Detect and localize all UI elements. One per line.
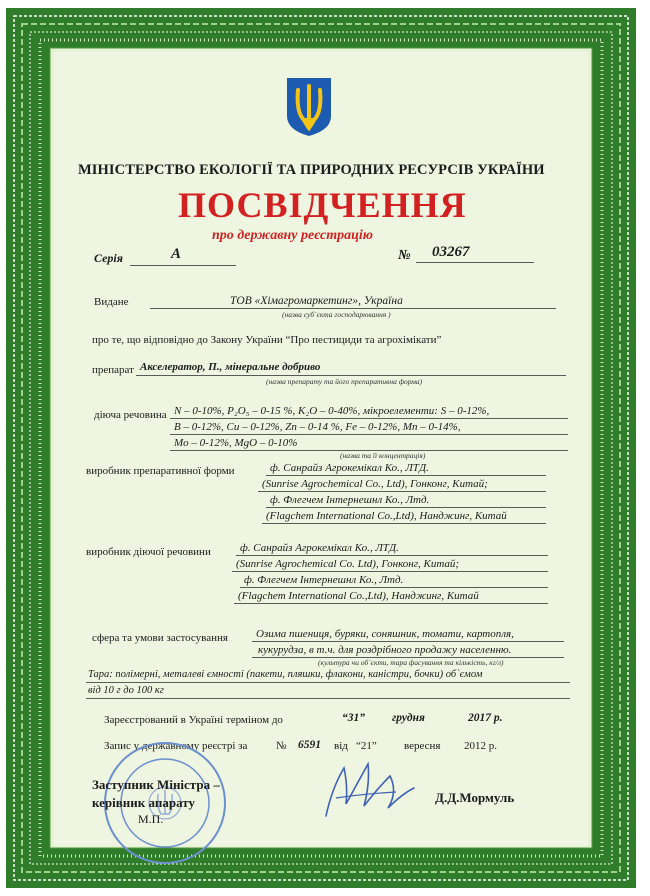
number-label: №	[398, 248, 411, 263]
manufacturer-active-line-1: ф. Санрайз Агрокемікал Ко., ЛТД.	[240, 542, 399, 554]
registered-year: 2017 р.	[468, 712, 503, 724]
record-month: вересня	[404, 740, 441, 752]
manufacturer-active-line-2: (Sunrise Agrochemical Co. Ltd), Гонконг, Китай;	[236, 558, 460, 570]
record-year: 2012 р.	[464, 740, 497, 752]
law-text: про те, що відповідно до Закону України “Про пестициди та агрохімікати”	[92, 334, 442, 346]
certificate-subtitle: про державну реєстрацію	[212, 228, 374, 243]
manufacturer-form-line-2: (Sunrise Agrochemical Co., Ltd), Гонконг, Китай;	[262, 478, 488, 490]
registered-day: “31”	[342, 712, 365, 724]
tara-line-2: від 10 г до 100 кг	[88, 685, 164, 696]
issued-hint: (назва суб`єкта господарювання )	[282, 310, 391, 319]
stamp-mark: М.П.	[138, 812, 164, 826]
ministry-heading: МІНІСТЕРСТВО ЕКОЛОГІЇ ТА ПРИРОДНИХ РЕСУРСІВ УКРАЇНИ	[78, 162, 545, 178]
preparation-label: препарат	[92, 364, 134, 376]
usage-line-1: Озима пшениця, буряки, соняшник, томати, картопля,	[256, 628, 514, 640]
tara-line-1: Тара: полімерні, металеві ємності (пакети, пляшки, флакони, каністри, бочки) об`ємом	[88, 669, 483, 680]
manufacturer-form-line-4: (Flagchem International Co.,Ltd), Нанджинг, Китай	[266, 510, 507, 522]
manufacturer-form-line-3: ф. Флегчем Інтернешнл Ко., Лтд.	[270, 494, 430, 506]
signatory-name: Д.Д.Мормуль	[435, 790, 515, 805]
active-line-2: B – 0-12%, Cu – 0-12%, Zn – 0-14 %, Fe – 0-12%, Mn – 0-14%,	[174, 421, 461, 433]
preparation-hint: (назва препарату та його препаративна форма)	[266, 377, 423, 386]
manufacturer-active-line-4: (Flagchem International Co.,Ltd), Нанджинг, Китай	[238, 590, 479, 602]
record-no-label: №	[276, 740, 287, 752]
usage-label: сфера та умови застосування	[92, 632, 228, 644]
series-value: А	[171, 246, 182, 262]
series-label: Серія	[94, 251, 123, 265]
registered-month: грудня	[392, 712, 425, 724]
issued-value: ТОВ «Хімагромаркетинг», Україна	[230, 295, 403, 307]
active-line-3: Mo – 0-12%, MgO – 0-10%	[174, 437, 298, 449]
signature	[318, 758, 418, 824]
record-day: “21”	[356, 740, 377, 752]
record-number: 6591	[298, 739, 321, 751]
manufacturer-active-line-3: ф. Флегчем Інтернешнл Ко., Лтд.	[244, 574, 404, 586]
active-label: діюча речовина	[94, 409, 167, 421]
issued-label: Видане	[94, 296, 129, 308]
signatory-title-1: Заступник Міністра –	[92, 777, 220, 792]
active-hint: (назва та її концентрація)	[340, 451, 426, 460]
manufacturer-active-label: виробник діючої речовини	[86, 546, 211, 558]
manufacturer-form-line-1: ф. Санрайз Агрокемікал Ко., ЛТД.	[270, 462, 429, 474]
number-value: 03267	[432, 244, 470, 260]
preparation-value: Акселератор, П., мінеральне добриво	[140, 361, 321, 373]
trident-emblem	[284, 76, 334, 138]
certificate-title: ПОСВІДЧЕННЯ	[178, 185, 467, 225]
active-line-1: N – 0-10%, P₂O₅ – 0-15 %, K₂O – 0-40%, мікроелементи: S – 0-12%,	[174, 405, 490, 417]
usage-line-2: кукурудза, в т.ч. для роздрібного продажу населенню.	[258, 644, 512, 656]
manufacturer-form-label: виробник препаративної форми	[86, 465, 235, 477]
usage-hint: (культура чи об`єкти, тара фасування та кількість, кг/л)	[318, 658, 504, 667]
record-text: Запис у державному реєстрі за	[104, 740, 248, 752]
signatory-title-2: керівник апарату	[92, 795, 195, 810]
record-from-label: від	[334, 740, 348, 752]
registered-text: Зареєстрований в Україні терміном до	[104, 714, 283, 726]
